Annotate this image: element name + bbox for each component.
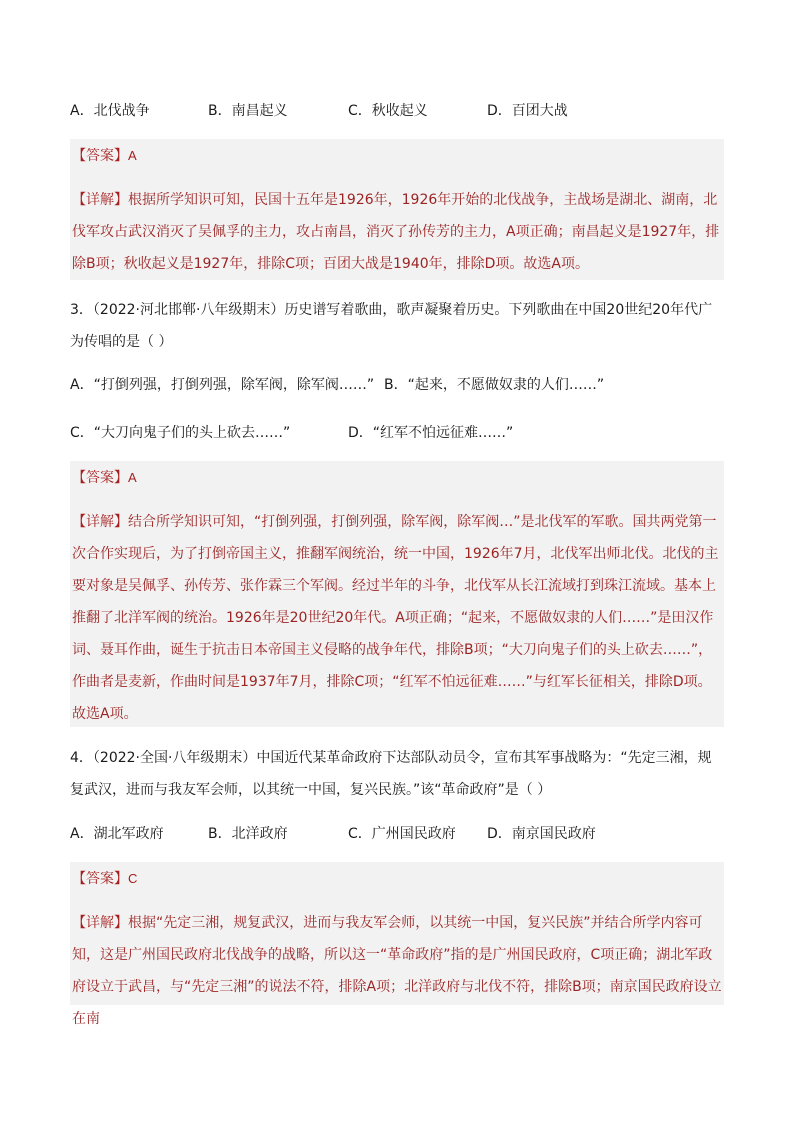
q3-option-c: C．“大刀向鬼子们的头上砍去……” xyxy=(70,425,291,441)
answer-label: 【答案】 xyxy=(72,148,128,164)
q2-options xyxy=(70,99,724,123)
q3-options-row1 xyxy=(70,373,724,397)
q4-option-d: D．南京国民政府 xyxy=(487,826,596,842)
q4-options xyxy=(70,822,724,846)
q2-option-b: B．南昌起义 xyxy=(208,103,288,119)
q3-options-row2 xyxy=(70,421,724,445)
answer-value: A xyxy=(128,470,137,485)
detail-label: 【详解】 xyxy=(72,915,128,931)
q4-answer-box xyxy=(70,862,724,1027)
q2-answer xyxy=(72,144,137,168)
q2-option-d: D．百团大战 xyxy=(487,103,568,119)
answer-value: C xyxy=(128,871,138,886)
q2-detail xyxy=(70,184,724,280)
q4-answer xyxy=(72,867,137,891)
detail-label: 【详解】 xyxy=(72,192,128,208)
q3-answer-box xyxy=(70,461,724,727)
q4-option-b: B．北洋政府 xyxy=(208,826,288,842)
q3-answer xyxy=(72,466,137,490)
answer-value: A xyxy=(128,148,137,163)
q2-option-c: C．秋收起义 xyxy=(348,103,428,119)
detail-text: 结合所学知识可知，“打倒列强，打倒列强，除军阀，除军阀…”是北伐军的军歌。国共两党第一次合作实现后，为了打倒帝国主义，推翻军阀统治，统一中国，1926年7月，北伐军出师北伐。北伐的主要对象是吴佩孚、孙传芳、张作霖三个军阀。经过半年的斗争，北伐军从长江流域打到珠江流域。基本上推翻了北洋军阀的统治。1926年是20世纪20年代。A项正确；“起来，不愿做奴隶的人们……”是田汉作词、聂耳作曲，诞生于抗击日本帝国主义侵略的战争年代，排除B项；“大刀向鬼子们的头上砍去……”，作曲者是麦新，作曲时间是1937年7月，排除C项；“红军不怕远征难……”与红军长征相关，排除D项。故选A项。 xyxy=(72,514,719,722)
q3-option-d: D．“红军不怕远征难……” xyxy=(348,425,514,441)
detail-label: 【详解】 xyxy=(72,514,128,530)
detail-text: 根据所学知识可知，民国十五年是1926年，1926年开始的北伐战争，主战场是湖北、湖南，北伐军攻占武汉消灭了吴佩孚的主力，攻占南昌，消灭了孙传芳的主力，A项正确；南昌起义是1927年，排除B项；秋收起义是1927年，排除C项；百团大战是1940年，排除D项。故选A项。 xyxy=(72,192,720,272)
q4-option-a: A．湖北军政府 xyxy=(70,826,164,842)
q3-detail xyxy=(70,506,724,730)
answer-label: 【答案】 xyxy=(72,470,128,486)
q4-detail xyxy=(70,907,724,1027)
q3-stem: 3．（2022·河北邯郸·八年级期末）历史谱写着歌曲，歌声凝聚着历史。下列歌曲在中国20世纪20年代广为传唱的是（ ） xyxy=(70,302,713,350)
answer-label: 【答案】 xyxy=(72,871,128,887)
q3-option-a: A．“打倒列强，打倒列强，除军阀，除军阀……” xyxy=(70,377,375,393)
q3-option-b: B．“起来，不愿做奴隶的人们……” xyxy=(384,377,605,393)
detail-text: 根据“先定三湘，规复武汉，进而与我友军会师，以其统一中国，复兴民族”并结合所学内容可知，这是广州国民政府北伐战争的战略，所以这一“革命政府”指的是广州国民政府，C项正确；湖北军政府设立于武昌，与“先定三湘”的说法不符，排除A项；北洋政府与北伐不符，排除B项；南京国民政府设立在南 xyxy=(72,915,722,1027)
q4-stem: 4．（2022·全国·八年级期末）中国近代某革命政府下达部队动员令，宣布其军事战略为：“先定三湘，规复武汉，进而与我友军会师，以其统一中国，复兴民族。”该“革命政府”是（ ） xyxy=(70,750,712,798)
q4-option-c: C．广州国民政府 xyxy=(348,826,456,842)
q2-answer-box xyxy=(70,139,724,280)
q2-option-a: A．北伐战争 xyxy=(70,103,150,119)
